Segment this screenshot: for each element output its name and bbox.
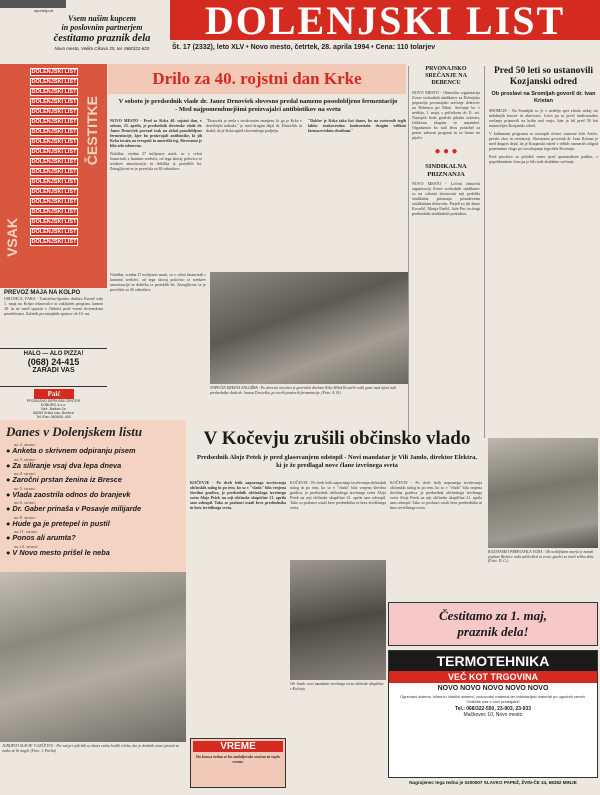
vreme-title: VREME [193, 741, 283, 752]
paic-text: PRODAJNO SERVISNI CENTER KOBURG d.o.o. Bež. Balkan 2a 68260 Krška vas, Brežice Tel./Fax: 0608/61-450 [26, 399, 81, 419]
termotehnika-ad [388, 650, 598, 778]
krka-body-col3 [308, 118, 406, 133]
repeat-label: DOLENJSKI LIST [31, 119, 77, 125]
repeat-label: DOLENJSKI LIST [31, 189, 77, 195]
masthead [170, 0, 600, 43]
repeat-label: DOLENJSKI LIST [31, 69, 77, 75]
kocevje-photo [290, 560, 386, 680]
repeat-label: DOLENJSKI LIST [31, 199, 77, 205]
greeting-address: Novo mesto, Velika Cikava 25, tel. 068/322-825 [54, 46, 150, 51]
danes-item-text: ● Vlada zaostrila odnos do branjevk [6, 489, 131, 499]
obletnica-column [484, 66, 598, 438]
vertical-cestitke: ČESTITKE [84, 96, 100, 166]
repeat-label: DOLENJSKI LIST [31, 89, 77, 95]
termo-text: Ogrevalni sistemi, klima in hladilni sistemi, vodovodni material ter inštalacijski material po ugodnih cenah. Obiščite nas v novi prodajalni! [400, 694, 586, 704]
danes-photo-caption: JUBIJEVO SLAVJE V GRČEVJU - Pet vaš pri njih hiši so danes vedno hodili z boke, kar je drobnih stvari pesniti za vsako ne bi mogli. (Foto: J. Pavlin) [2, 744, 180, 753]
halo-phone[interactable]: (068) 24-415 [27, 357, 80, 367]
cestitamo-line2: praznik dela! [457, 624, 529, 639]
masthead-title: DOLENJSKI LIST [204, 0, 566, 43]
kolpa-text: OSILNICA, FARA - Turistično-športno društvo Kostel vabi 1. maja na Kolpo teknovalce in zaključen program, kamen 28. in ne smeš spustiti v Osilnici pred vsemi slovenskimi prireditvami. Začetek prvomajskih spustov ob 10. uri. [4, 296, 103, 316]
termo-address: Mačkovec 10, Novo mesto [463, 712, 523, 718]
termo-title: TERMOTEHNIKA [389, 651, 597, 671]
termo-tel[interactable]: Tel.: 068/322-550, 23-903, 23-933 [454, 706, 532, 712]
danes-item-text: ● Dr. Gaber prinaša v Posavje milijarde [6, 504, 142, 513]
danes-item-text: ● Ponos ali arumta? [6, 533, 76, 542]
danes-photo [0, 572, 186, 742]
repeat-label: DOLENJSKI LIST [31, 79, 77, 85]
repeat-label: DOLENJSKI LIST [31, 149, 77, 155]
danes-list-item [6, 442, 180, 456]
center-right-column [408, 66, 480, 436]
danes-item-page: na 12. strani: [14, 543, 39, 549]
danes-item-text: ● Za siliranje vsaj dva lepa dneva [6, 460, 122, 470]
cestitamo-ad [388, 602, 598, 646]
krka-body3: "Dozorela je zrela s strokovnim znanjem, ki ga je Krka v desetletjih nabrala," je med drugim dejal dr. Drnovšek in dodal, da je Krka zgled slovenskega podjetja. [206, 118, 302, 133]
danes-item-page: na 11. strani: [14, 529, 39, 534]
danes-item-page: na 3. strani: [14, 456, 37, 462]
greeting-box [36, 14, 168, 64]
danes-item-page: na 6. strani: [14, 500, 37, 505]
danes-list-item [6, 515, 180, 529]
obletnica-title: Pred 50 leti so ustanovili Kozjanski odred [493, 66, 594, 87]
halo-title: HALO — ALO PIZZA! [23, 351, 84, 357]
danes-list-item [6, 544, 180, 558]
repeat-labels [30, 68, 78, 248]
danes-item-text: ● V Novo mesto prišel le neba [6, 547, 110, 557]
danes-list [6, 442, 180, 557]
halo-slogan: ZARADI VAS [32, 367, 75, 374]
repeat-label: DOLENJSKI LIST [31, 129, 77, 135]
krka-headline-box [108, 64, 406, 94]
repeat-label: DOLENJSKI LIST [31, 229, 77, 235]
sindikalna-title: SINDIKALNA PRIZNANJA [425, 163, 467, 178]
cestitamo-line1: Čestitamo za 1. maj, [439, 608, 547, 623]
paic-logo: Paić [34, 389, 74, 399]
paic-ad [0, 386, 107, 418]
repeat-label: DOLENJSKI LIST [31, 169, 77, 175]
kocevje-body-col2 [290, 480, 386, 510]
danes-item-page: na 2. strani: [14, 442, 37, 447]
krka-photo [210, 272, 408, 384]
vertical-vsak: VSAK [4, 218, 20, 257]
danes-item-page: na 4. strani: [14, 471, 37, 476]
kocevje-body: KOČEVJE - Po dveh letih napornega izvrševanja občinskih nalog in po tem, ko so v "vlado" bila vrnjena številna gradiva, je predsednik občinskega izvršnega sveta Alojz Petek na seji občinske skupščine 21. aprila sam odstopil. Tako so poslanci ostali brez predsednika in brez izvršilnega sveta. [190, 480, 286, 510]
kocevje-body-col3 [390, 480, 482, 510]
danes-list-item [6, 486, 180, 500]
krka-subhead: V soboto je predsednik vlade dr. Janez Drnovšek slovesno predal namenu posodobljeno fermentacijo - Med najpomembnejšimi proizvajalci antibiotikov na svetu [118, 98, 398, 113]
krka-left-cont: Naložba, vredna 27 milijonov mark, so v celoti financirali s lastnimi sredstvi, od tega skoraj polovico iz sredstev amortizacije in dobička iz preteklih let. Zmogljivost se je povečala za 40 odstotkov. [110, 272, 206, 292]
krka-headline: Drilo za 40. rojstni dan Krke [152, 69, 362, 88]
vreme-box [190, 738, 286, 788]
kolpa-ad [0, 288, 107, 348]
danes-list-item [6, 529, 180, 543]
repeat-label: DOLENJSKI LIST [31, 159, 77, 165]
danes-item-text: ● Anketa o skrivnem odpiranju pisem [6, 446, 136, 455]
obletnica-body1: SROMLJE - Na Sromljah so je v nedeljo spet zbralo nekaj sto nekdanjih borcev in aktivistov. Letos pa so prvič tradicionalno srečanje pripravili na hribu nad vasjo, kjer je bil pred 50 leti ustanovljen Kozjanski odred. [489, 108, 598, 128]
repeat-label: DOLENJSKI LIST [31, 209, 77, 215]
danes-list-item [6, 500, 180, 514]
greeting-line2: in poslovnim partnerjem [61, 23, 143, 32]
repeat-label: DOLENJSKI LIST [31, 179, 77, 185]
krka-body-col2 [206, 118, 302, 133]
kolpa-title: PREVOZ MAJA NA KOLPO [4, 290, 81, 296]
repeat-label: DOLENJSKI LIST [31, 99, 77, 105]
krka-photo-caption: NAPEČIN KRKINA NALOŽBA - Po slovesni otvoritvi je generalni direktor Krke Miloš Kovačič vodil goste med njimi tudi predsednika vlade dr. Janeza Drnovška, po novih prostorih fermentacije. (Foto: A. B.) [210, 386, 396, 395]
obletnica-body3: Pred proslavo so položili venec pred spomenikom padlim, v popoldanskem času pa je bilo tudi družabno srečanje. [489, 154, 598, 164]
krka-body2: Naložba, vredna 27 milijonov mark, so v celoti financirali s lastnimi sredstvi, od tega skoraj polovico iz sredstev amortizacije in dobička iz preteklih let. Zmogljivost se je povečala za 40 odstotkov. [110, 151, 202, 171]
debenc-title: PRVONAJSKO SREČANJE NA DEBENCU [425, 66, 467, 86]
termo-slogan: VEČ KOT TRGOVINA [389, 671, 597, 683]
danes-title: Danes v Dolenjskem listu [6, 424, 143, 439]
debenc-body: NOVO MESTO - Območna organizacija Zveze svobodnih sindikatov za Dolenjsko pripravlja prvomajsko srečanje delavcev na Debencu pri Mirni. Srečanje bo v nedeljo, 1. maja, s pričetkom ob 11. uri. Nastopili bodo gasilski pihalni orkester, folklorna skupina in ansambel. Organizator bo tudi letos poskrbel za pester zabavni program in za hrano ter pijačo. [412, 90, 480, 140]
repeat-label: DOLENJSKI LIST [31, 139, 77, 145]
danes-item-page: na 5. strani: [14, 485, 37, 491]
danes-list-item [6, 471, 180, 485]
halo-pizza-ad [0, 348, 107, 386]
repeat-label: DOLENJSKI LIST [31, 239, 77, 245]
danes-list-item [6, 457, 180, 471]
repeat-label: DOLENJSKI LIST [31, 109, 77, 115]
separator-dots: ● ● ● [434, 146, 458, 157]
krka-lead: NOVO MESTO - Pred so Krka 40. rojstni dan, v soboto, 23. aprila, je predsednik slovenske vlade dr. Janez Drnovšek povezal trak na sklad posodobljene fermentacije, kjer bo proizvajali antibiotike, ki jih Krka izvaža na evropski in ameriški trg. Slovesnost je bila zelo odmevna. [110, 118, 202, 148]
obletnica-body2: V kulturnem programu so nastopili učenci osnovne šole Artiče, pevski zbor in recitatorji. Slavnostni govornik dr. Ivan Kristan je med drugim dejal, da je Kozjanski odred v težkih razmerah odigral pomembno vlogo pri osvobajanju tega dela Slovenije. [489, 131, 598, 151]
obletnica-subtitle: Ob proslavi na Sromljah govoril dr. Ivan Kristan [491, 91, 596, 104]
repeat-label: DOLENJSKI LIST [31, 219, 77, 225]
nagrajenec-footer: Nagrajenec tega tedna je 0200607 SLAVKO PAPEŽ, ŽVIN-ČE 34, 68382 MINJE [409, 780, 577, 785]
danes-item-text: ● Hude ga je pretepel in pustil [6, 518, 110, 528]
krka-quote: "Dokler je Krka taka kot danes, bo na svetovnih trgih lahko enakovredno konkurirala drugim velikim farmacevtskim družbam." [308, 118, 406, 133]
sport-badge: sport•šport [34, 8, 54, 13]
danes-item-page: na 8. strani: [14, 514, 37, 520]
obletnica-photo-caption: KOZJANSKO PREPLAVILA VODA - Ob nedeljskem neurju je zaradi poplave Bistrice voda zalila kleti in ceste; gasilci so imeli veliko dela. (Foto: D. G.) [488, 550, 595, 564]
danes-item-text: ● Zaročni prstan ženina iz Bresce [6, 475, 122, 484]
termo-novo: NOVO NOVO NOVO NOVO NOVO [437, 685, 549, 692]
kocevje-body-col1 [190, 480, 286, 510]
kocevje-headline: V Kočevju zrušili občinsko vlado [203, 428, 471, 449]
issue-line: Št. 17 (2332), leto XLV • Novo mesto, četrtek, 28. aprila 1994 • Cena: 110 tolarjev [172, 44, 436, 51]
krka-body-col1 [110, 118, 202, 171]
sindikalna-body: NOVO MESTO - Ločeni območni organizaciji Zveze svobodnih sindikatov so na sobotni slavnostni seji podelila sindikalna priznanja prizadevnim sindikalnim delavcem. Prejeli so jih Janez Kovačič, Marija Ilinčič, Jože Pirc in drugi predsedniki sindikalnih podružnic. [412, 181, 480, 216]
greeting-line1: Vsem našim kupcem [67, 14, 136, 23]
greeting-line3: čestitamo praznik dela [53, 33, 151, 44]
obletnica-photo [488, 438, 598, 548]
kocevje-body2: KOČEVJE - Po dveh letih napornega izvrševanja občinskih nalog in po tem, ko so v "vlado" bila vrnjena številna gradiva, je predsednik občinskega izvršnega sveta Alojz Petek na seji občinske skupščine 21. aprila sam odstopil. Tako so poslanci ostali brez predsednika in brez izvršilnega sveta. [290, 480, 386, 510]
krka-left-text [110, 272, 206, 422]
kocevje-body3: KOČEVJE - Po dveh letih napornega izvrševanja občinskih nalog in po tem, ko so v "vlado" bila vrnjena številna gradiva, je predsednik občinskega izvršnega sveta Alojz Petek na seji občinske skupščine 21. aprila sam odstopil. Tako so poslanci ostali brez predsednika in brez izvršilnega sveta. [390, 480, 482, 510]
corner-logo [0, 0, 66, 8]
danes-box [0, 420, 186, 572]
vreme-text: Do konca tedna se bo nadaljevalo sončno in toplo vreme. [196, 754, 280, 764]
kocevje-photo-caption: Vili Jamlo, novi mandatar izvršnega sveta občinske skupščine v Kočevju [290, 682, 384, 691]
kocevje-subhead: Predsednik Alojz Petek je pred glasovanjem odstopil - Novi mandatar je Vili Jamlo, direktor Elektra, ki je že predlagal nove člane izvršnega sveta [197, 454, 477, 469]
